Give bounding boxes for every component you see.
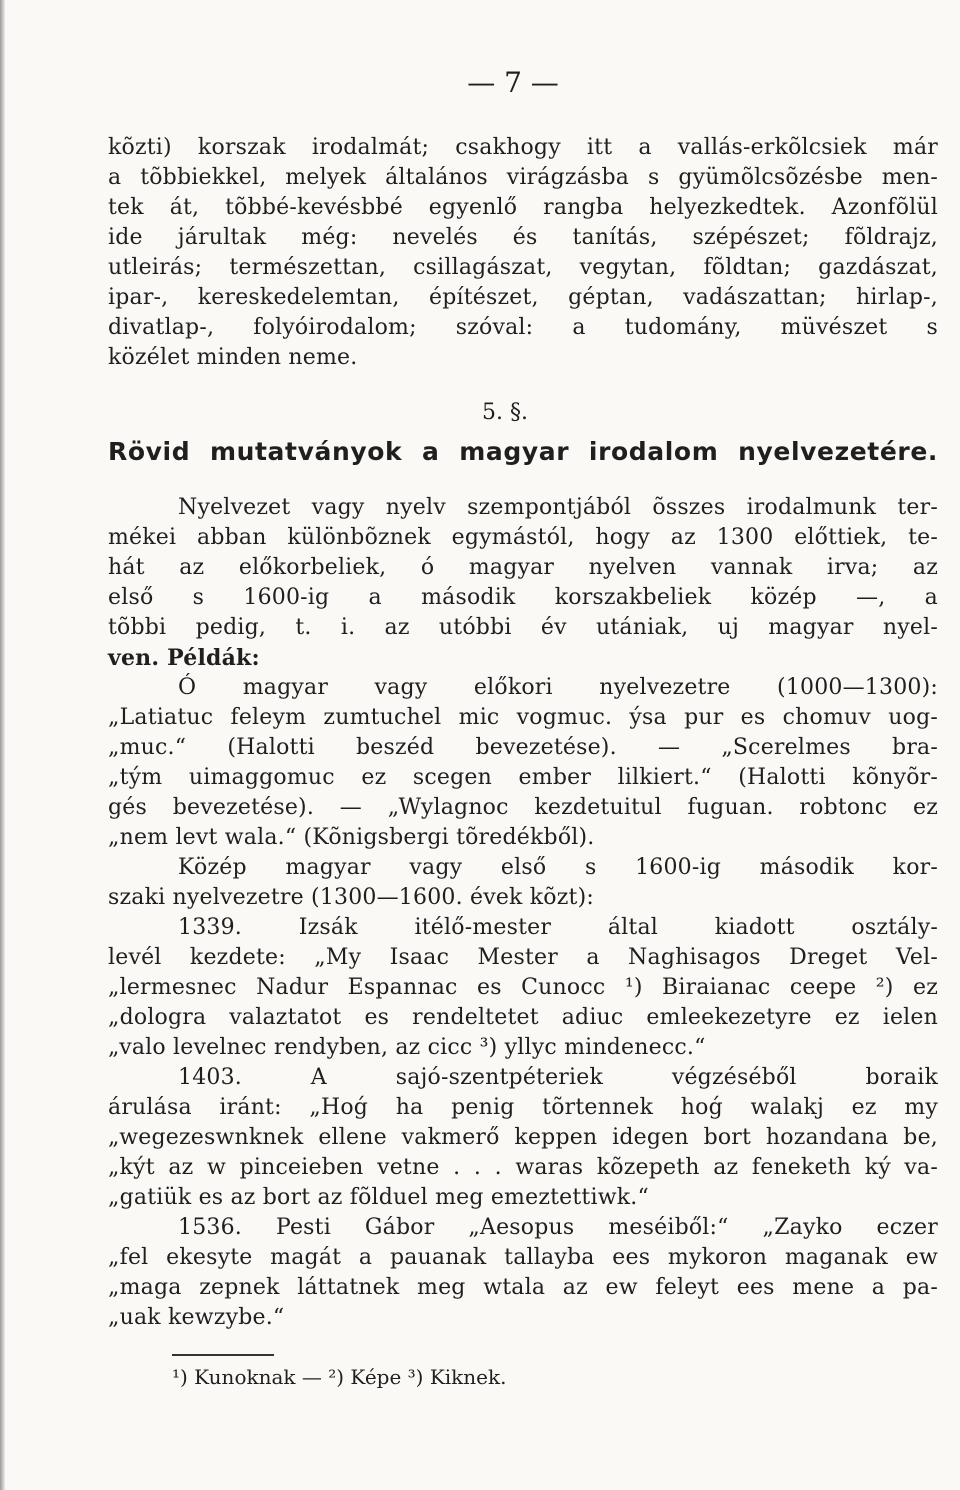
text-line: „dologra valaztatot es rendeltetet adiuc emleekezetyre ez ielen <box>108 1005 938 1030</box>
text-line: a tõbbiekkel, melyek általános virágzásba s gyümõlcsõzésbe men- <box>108 165 938 190</box>
text-line: 1403. A sajó-szentpéteriek végzéséből boraik <box>178 1065 938 1090</box>
page-edge-shadow <box>0 0 5 1490</box>
text-line: Nyelvezet vagy nyelv szempontjából õsszes irodalmunk ter- <box>178 495 938 520</box>
text-line: mékei abban különbõznek egymástól, hogy az 1300 előttiek, te- <box>108 525 938 550</box>
text-line: levél kezdete: „My Isaac Mester a Naghisagos Dreget Vel- <box>108 945 938 970</box>
text-line: „wegezeswnknek ellene vakmerő keppen idegen bort hozandana be, <box>108 1125 938 1150</box>
text-line: árulása iránt: „Hoǵ ha penig tõrtennek hoǵ walakj ez my <box>108 1095 938 1120</box>
text-line: kõzti) korszak irodalmát; csakhogy itt a vallás-erkõlcsiek már <box>108 135 938 160</box>
text-line: első s 1600-ig a második korszakbeliek közép —, a <box>108 585 938 610</box>
page-number: — 7 — <box>467 66 559 99</box>
section-heading: Rövid mutatványok a magyar irodalom nyelvezetére. <box>108 437 938 466</box>
paragraph-examples <box>108 493 938 1333</box>
text-line: „tým uimaggomuc ez scegen ember lilkiert.“ (Halotti kõnyõr- <box>108 765 938 790</box>
text-line: tek át, tõbbé-kevésbbé egyenlő rangba helyezkedtek. Azonfõlül <box>108 195 938 220</box>
text-line: hát az előkorbeliek, ó magyar nyelven vannak irva; az <box>108 555 938 580</box>
text-line: „muc.“ (Halotti beszéd bevezetése). — „Scerelmes bra- <box>108 735 938 760</box>
text-line: „maga zepnek láttatnek meg wtala az ew feleyt ees mene a pa- <box>108 1275 938 1300</box>
text-line: „fel ekesyte magát a pauanak tallayba ees mykoron maganak ew <box>108 1245 938 1270</box>
text-line: „lermesnec Nadur Espannac es Cunocc ¹) Biraianac ceepe ²) ez <box>108 975 938 1000</box>
text-line: divatlap-, folyóirodalom; szóval: a tudomány, müvészet s <box>108 315 938 340</box>
text-line: ide járultak még: nevelés és tanítás, szépészet; fõldrajz, <box>108 225 938 250</box>
text-line: 1536. Pesti Gábor „Aesopus meséiből:“ „Zayko eczer <box>178 1215 938 1240</box>
footnote: ¹) Kunoknak — ²) Képe ³) Kiknek. <box>172 1365 507 1389</box>
text-line: Közép magyar vagy első s 1600-ig második kor- <box>178 855 938 880</box>
section-number: 5. §. <box>482 400 528 425</box>
text-line: Ó magyar vagy előkori nyelvezetre (1000—1300): <box>178 675 938 700</box>
text-line: közélet minden neme. <box>108 345 358 370</box>
text-line: „kýt az w pinceieben vetne . . . waras kõzepeth az feneketh ký va- <box>108 1155 938 1180</box>
text-line: 1339. Izsák itélő-mester által kiadott osztály- <box>178 915 938 940</box>
text-line: „nem levt wala.“ (Kõnigsbergi tõredékből). <box>108 825 595 850</box>
text-line: utleirás; természettan, csillagászat, vegytan, fõldtan; gazdászat, <box>108 255 938 280</box>
text-line: „Latiatuc feleym zumtuchel mic vogmuc. ýsa pur es chomuv uog- <box>108 705 938 730</box>
text-line: „valo levelnec rendyben, az cicc ³) yllyc mindenecc.“ <box>108 1035 706 1060</box>
text-line: ven. Példák: <box>108 645 260 671</box>
paragraph-intro <box>108 133 938 373</box>
text-line: „uak kewzybe.“ <box>108 1305 285 1330</box>
text-line: szaki nyelvezetre (1300—1600. évek kõzt): <box>108 885 594 910</box>
text-line: gés bevezetése). — „Wylagnoc kezdetuitul fuguan. robtonc ez <box>108 795 938 820</box>
text-line: „gatiük es az bort az fõlduel meg emeztettiwk.“ <box>108 1185 649 1210</box>
footnote-rule <box>172 1354 274 1356</box>
text-line: tõbbi pedig, t. i. az utóbbi év utániak, uj magyar nyel- <box>108 615 938 640</box>
text-line: ipar-, kereskedelemtan, építészet, géptan, vadászattan; hirlap-, <box>108 285 938 310</box>
